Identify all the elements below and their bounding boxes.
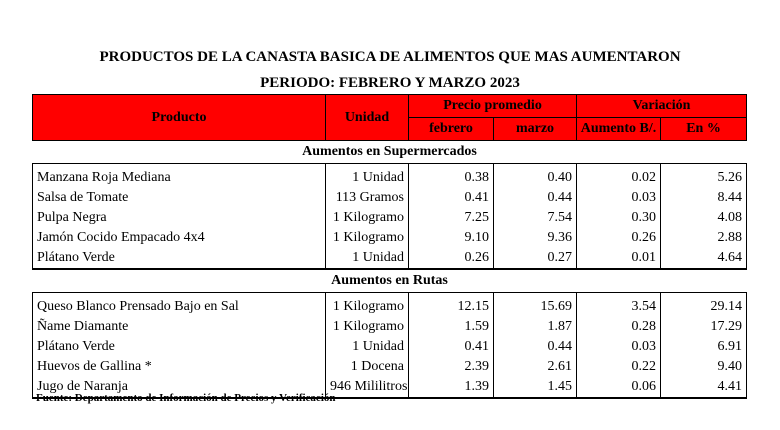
header-unidad: Unidad [326,95,409,141]
cell-producto: Plátano Verde [33,337,326,357]
section-header [33,269,747,293]
cell-en-pct: 29.14 [661,293,747,318]
cell-aumento: 0.26 [577,228,661,248]
cell-aumento: 0.03 [577,188,661,208]
cell-en-pct: 9.40 [661,357,747,377]
cell-unidad: 1 Docena [326,357,409,377]
cell-febrero: 9.10 [409,228,494,248]
cell-unidad: 1 Unidad [326,248,409,269]
cell-producto: Plátano Verde [33,248,326,269]
cell-producto: Jugo de Naranja [33,377,326,398]
cell-producto: Queso Blanco Prensado Bajo en Sal [33,293,326,318]
header-marzo: marzo [494,118,577,141]
cell-producto: Pulpa Negra [33,208,326,228]
source-footnote: Fuente: Departamento de Información de Precios y Verificación [36,392,336,404]
cell-febrero: 0.41 [409,188,494,208]
table-row [33,293,747,318]
header-aumento: Aumento B/. [577,118,661,141]
cell-marzo: 15.69 [494,293,577,318]
cell-marzo: 1.45 [494,377,577,398]
table-title: PRODUCTOS DE LA CANASTA BASICA DE ALIMENTOS QUE MAS AUMENTARON [99,49,681,65]
cell-febrero: 0.38 [409,164,494,189]
header-febrero: febrero [409,118,494,141]
table-row [33,317,747,337]
cell-en-pct: 4.08 [661,208,747,228]
header-precio-promedio: Precio promedio [409,95,577,118]
cell-unidad: 1 Kilogramo [326,293,409,318]
table-row [33,228,747,248]
cell-marzo: 2.61 [494,357,577,377]
cell-unidad: 1 Unidad [326,337,409,357]
cell-unidad: 1 Kilogramo [326,317,409,337]
cell-febrero: 7.25 [409,208,494,228]
cell-febrero: 2.39 [409,357,494,377]
price-increase-table [32,94,747,399]
cell-aumento: 0.01 [577,248,661,269]
cell-febrero: 12.15 [409,293,494,318]
cell-febrero: 0.41 [409,337,494,357]
section-label: Aumentos en Rutas [33,269,747,293]
cell-aumento: 0.06 [577,377,661,398]
cell-aumento: 0.02 [577,164,661,189]
table-row [33,164,747,189]
cell-en-pct: 4.64 [661,248,747,269]
cell-unidad: 946 Mililitros [326,377,409,398]
cell-producto: Jamón Cocido Empacado 4x4 [33,228,326,248]
cell-producto: Ñame Diamante [33,317,326,337]
cell-marzo: 0.40 [494,164,577,189]
header-variacion: Variación [577,95,747,118]
cell-unidad: 113 Gramos [326,188,409,208]
header-producto: Producto [33,95,326,141]
table-row [33,188,747,208]
cell-producto: Manzana Roja Mediana [33,164,326,189]
cell-en-pct: 6.91 [661,337,747,357]
cell-aumento: 0.28 [577,317,661,337]
cell-unidad: 1 Unidad [326,164,409,189]
cell-febrero: 1.39 [409,377,494,398]
cell-aumento: 3.54 [577,293,661,318]
cell-marzo: 7.54 [494,208,577,228]
cell-en-pct: 4.41 [661,377,747,398]
cell-unidad: 1 Kilogramo [326,228,409,248]
header-en-pct: En % [661,118,747,141]
cell-marzo: 0.27 [494,248,577,269]
cell-producto: Huevos de Gallina * [33,357,326,377]
cell-aumento: 0.30 [577,208,661,228]
table-row [33,248,747,269]
cell-aumento: 0.22 [577,357,661,377]
table-subtitle: PERIODO: FEBRERO Y MARZO 2023 [260,75,520,91]
cell-en-pct: 2.88 [661,228,747,248]
table-row [33,357,747,377]
table-row [33,337,747,357]
section-label: Aumentos en Supermercados [302,144,477,159]
cell-febrero: 1.59 [409,317,494,337]
cell-en-pct: 8.44 [661,188,747,208]
cell-aumento: 0.03 [577,337,661,357]
cell-producto: Salsa de Tomate [33,188,326,208]
section-header [33,141,747,164]
table-row [33,208,747,228]
cell-marzo: 1.87 [494,317,577,337]
cell-marzo: 0.44 [494,188,577,208]
cell-en-pct: 5.26 [661,164,747,189]
cell-en-pct: 17.29 [661,317,747,337]
cell-unidad: 1 Kilogramo [326,208,409,228]
cell-febrero: 0.26 [409,248,494,269]
cell-marzo: 9.36 [494,228,577,248]
cell-marzo: 0.44 [494,337,577,357]
